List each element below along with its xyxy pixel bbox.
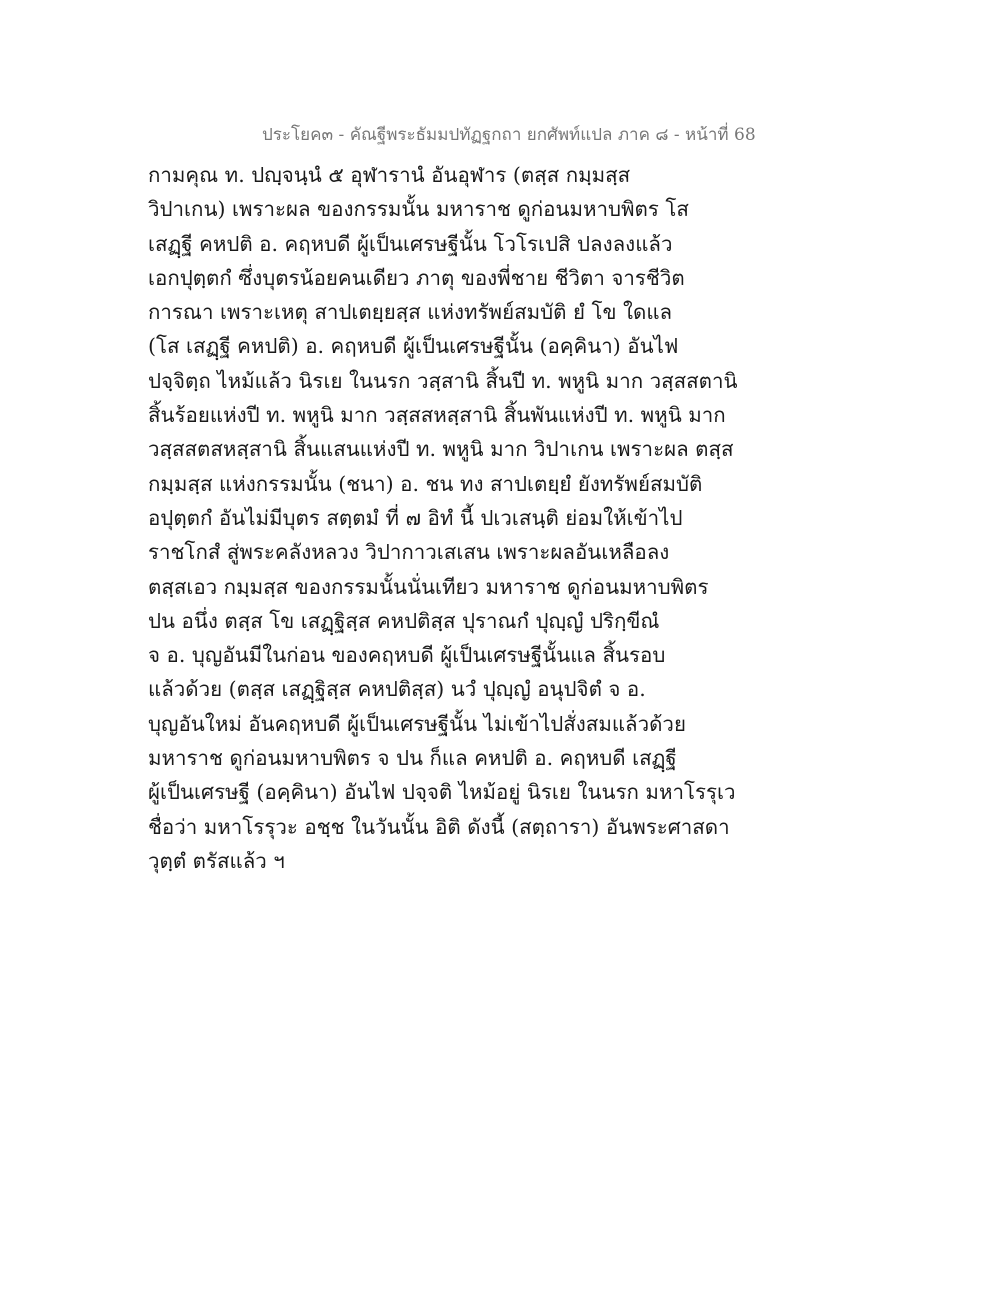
running-header: ประโยค๓ - คัณฐีพระธัมมปทัฏฐกถา ยกศัพท์แปล ภาค ๘ - หน้าที่ 68: [262, 125, 756, 145]
text-line: กมฺมสฺส แห่งกรรมนั้น (ชนา) อ. ชน ทง สาปเตยฺยํ ยังทรัพย์สมบัติ: [148, 471, 703, 496]
text-line: บุญอันใหม่ อันคฤหบดี ผู้เป็นเศรษฐีนั้น ไม่เข้าไปสั่งสมแล้วด้วย: [148, 711, 686, 736]
text-line: สิ้นร้อยแห่งปี ท. พหูนิ มาก วสฺสสหสฺสานิ สิ้นพันแห่งปี ท. พหูนิ มาก: [148, 403, 726, 428]
body-text: [148, 158, 758, 878]
text-line: ราชโกสํ สู่พระคลังหลวง วิปากาวเสเสน เพราะผลอันเหลือลง: [148, 540, 670, 565]
text-line: เสฏฺฐี คหปติ อ. คฤหบดี ผู้เป็นเศรษฐีนั้น โวโรเปสิ ปลงลงแล้ว: [148, 231, 673, 256]
text-line: (โส เสฏฺฐี คหปติ) อ. คฤหบดี ผู้เป็นเศรษฐีนั้น (อคฺคินา) อันไฟ: [148, 334, 679, 359]
text-line: วสฺสสตสหสฺสานิ สิ้นแสนแห่งปี ท. พหูนิ มาก วิปาเกน เพราะผล ตสฺส: [148, 437, 734, 462]
text-line: ชื่อว่า มหาโรรุวะ อชฺช ในวันนั้น อิติ ดังนี้ (สตฺถารา) อันพระศาสดา: [148, 814, 730, 839]
text-line: อปุตฺตกํ อันไม่มีบุตร สตฺตมํ ที่ ๗ อิทํ นี้ ปเวเสนฺติ ย่อมให้เข้าไป: [148, 505, 683, 530]
text-line: กามคุณ ท. ปญฺจนฺนํ ๕ อุฬารานํ อันอุฬาร (ตสฺส กมฺมสฺส: [148, 163, 631, 187]
text-line: ตสฺสเอว กมฺมสฺส ของกรรมนั้นนั่นเทียว มหาราช ดูก่อนมหาบพิตร: [148, 574, 709, 599]
text-line: ผู้เป็นเศรษฐี (อคฺคินา) อันไฟ ปจฺจติ ไหม้อยู่ นิรเย ในนรก มหาโรรุเว: [148, 780, 736, 805]
text-line: ปจฺจิตฺถ ไหม้แล้ว นิรเย ในนรก วสฺสานิ สิ้นปี ท. พหูนิ มาก วสฺสสตานิ: [148, 368, 738, 393]
text-line: วิปาเกน) เพราะผล ของกรรมนั้น มหาราช ดูก่อนมหาบพิตร โส: [148, 197, 689, 222]
text-line: วุตฺตํ ตรัสแล้ว ฯ: [148, 848, 285, 873]
text-line: แล้วด้วย (ตสฺส เสฏฺฐิสฺส คหปติสฺส) นวํ ปุญฺญํ อนุปจิตํ จ อ.: [148, 677, 646, 702]
text-line: การณา เพราะเหตุ สาปเตยฺยสฺส แห่งทรัพย์สมบัติ ยํ โข ใดแล: [148, 300, 673, 325]
text-line: จ อ. บุญอันมีในก่อน ของคฤหบดี ผู้เป็นเศรษฐีนั้นแล สิ้นรอบ: [148, 643, 666, 668]
text-line: ปน อนึ่ง ตสฺส โข เสฏฺฐิสฺส คหปติสฺส ปุราณกํ ปุญฺญํ ปริกฺขีณํ: [148, 608, 660, 633]
text-line: เอกปุตฺตกํ ซึ่งบุตรน้อยคนเดียว ภาตุ ของพี่ชาย ชีวิตา จารชีวิต: [148, 265, 685, 290]
text-line: มหาราช ดูก่อนมหาบพิตร จ ปน ก็แล คหปติ อ. คฤหบดี เสฏฺฐี: [148, 746, 677, 771]
